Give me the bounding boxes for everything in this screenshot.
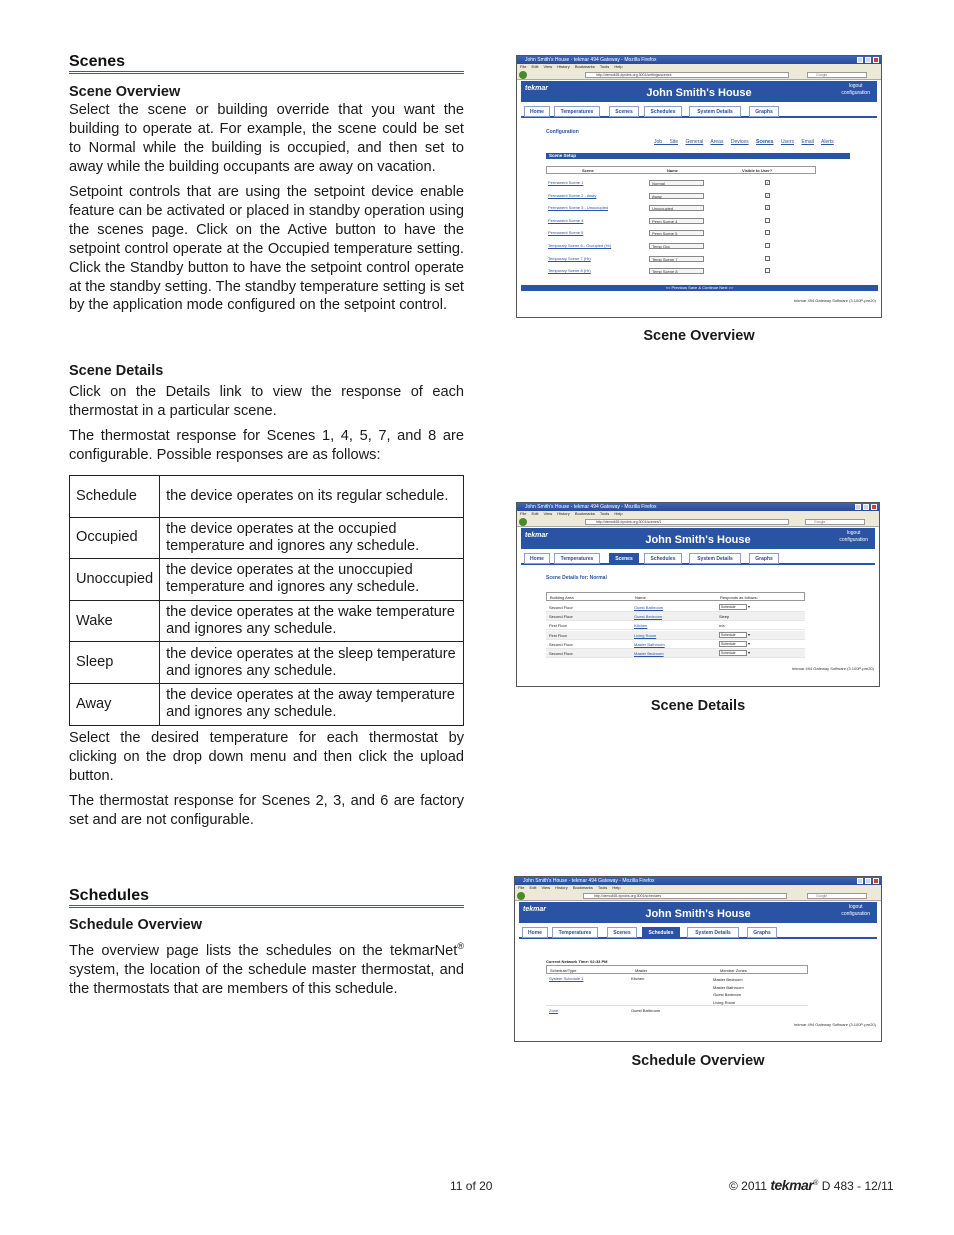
chevron-down-icon: ▾ xyxy=(748,640,751,646)
tab-temperatures[interactable]: Temperatures xyxy=(552,927,598,938)
schedule-link[interactable]: System Schedule 1 xyxy=(549,976,584,981)
tab-graphs[interactable]: Graphs xyxy=(747,927,777,938)
tab-graphs[interactable]: Graphs xyxy=(749,106,779,117)
browser-menu: File Edit View History Bookmarks Tools Help xyxy=(515,885,881,891)
response-text: n/a xyxy=(719,623,725,629)
back-arrow-icon[interactable] xyxy=(519,518,527,526)
chevron-down-icon: ▾ xyxy=(748,604,751,609)
device-link[interactable]: Guest Bathroom xyxy=(634,605,664,610)
scene-overview-screenshot xyxy=(516,55,882,318)
url-field[interactable]: http://demo465.dyndns.org:3001/settings/scenes xyxy=(585,72,789,78)
config-nav-devices[interactable]: Devices xyxy=(730,139,749,145)
config-nav-general[interactable]: General xyxy=(685,139,704,145)
maximize-icon[interactable] xyxy=(865,878,871,884)
response-row xyxy=(70,600,464,642)
nav-tabs xyxy=(521,104,877,118)
scene-details-screenshot xyxy=(516,502,880,687)
registered-mark: ® xyxy=(457,941,464,951)
house-title: John Smith's House xyxy=(646,87,752,99)
url-field[interactable]: http://demo465.dyndns.org:3001/scenes/1 xyxy=(585,519,789,525)
response-name: Schedule xyxy=(70,476,160,518)
scene-link[interactable]: Temporary Scene 7 (Hr) xyxy=(548,255,591,261)
scene-row xyxy=(546,254,816,265)
response-name: Wake xyxy=(70,600,160,642)
scene-overview-caption: Scene Overview xyxy=(643,328,755,344)
scene-row xyxy=(546,228,816,239)
scene-overview-paragraph-2: Setpoint controls that are using the setpoint device enable feature can be activated or placed in standby operation using the scenes page. Click on the Active button to have the setpoint control operate at the Occupied temperature setting. Click the Standby button to have the setpoint control operate at the standby setting. The standby temperature setting is set by the application mode configured on the setpoint control. xyxy=(69,184,464,314)
response-select[interactable]: Schedule xyxy=(719,632,747,638)
response-desc: the device operates at the away temperature and ignores any schedule. xyxy=(160,683,464,725)
tab-system-details[interactable]: System Details xyxy=(687,927,739,938)
tab-temperatures[interactable]: Temperatures xyxy=(554,106,600,117)
tab-schedules[interactable]: Schedules xyxy=(644,553,682,564)
device-link[interactable]: Guest Bedroom xyxy=(634,614,663,620)
scene-name-field[interactable]: Away xyxy=(649,193,704,199)
minimize-icon[interactable] xyxy=(855,504,861,510)
config-nav-users[interactable]: Users xyxy=(780,139,794,145)
scene-link[interactable]: Permanent Scene 3 - Unoccupied xyxy=(548,205,609,211)
building-area: Second Floor xyxy=(549,605,573,610)
col-building-area: Building Area xyxy=(550,595,574,600)
scene-overview-heading: Scene Overview xyxy=(69,84,181,100)
col-scene: Scene xyxy=(582,168,594,173)
schedules-rule xyxy=(69,905,464,908)
scenes-heading: Scenes xyxy=(69,53,126,70)
col-schedule-type: Schedule/Type xyxy=(550,968,577,973)
schedule-table xyxy=(546,959,808,1019)
scene-link[interactable]: Temporary Scene 6 - Occupied (Hr) xyxy=(548,243,612,248)
scene-row xyxy=(546,241,816,252)
response-name: Away xyxy=(70,683,160,725)
scene-nav-bar[interactable]: << Previous Save & Continue Next >> xyxy=(521,285,878,291)
response-name: Unoccupied xyxy=(70,559,160,601)
response-row xyxy=(70,642,464,684)
schedule-overview-heading: Schedule Overview xyxy=(69,917,202,933)
visible-checkbox[interactable] xyxy=(765,243,770,248)
detail-row xyxy=(546,631,805,640)
building-area: First Floor xyxy=(549,632,567,638)
minimize-icon[interactable] xyxy=(857,57,863,63)
gateway-footer: tekmar 494 Gateway Software (3.100P-pre20) xyxy=(794,1022,876,1027)
chevron-down-icon: ▾ xyxy=(748,650,751,655)
tekmar-logo: tekmar xyxy=(523,906,546,913)
detail-row xyxy=(546,612,805,621)
device-link[interactable]: Living Room xyxy=(634,632,657,638)
scene-link[interactable]: Permanent Scene 2 - Away xyxy=(548,192,597,198)
scene-name-field[interactable]: Temp Scene 8 xyxy=(649,268,704,274)
response-name: Sleep xyxy=(70,642,160,684)
scene-name-field[interactable]: Unoccupied xyxy=(649,205,704,211)
visible-checkbox[interactable] xyxy=(765,256,770,261)
configuration-link[interactable]: configuration xyxy=(841,911,870,917)
device-link[interactable]: Master Bathroom xyxy=(634,641,665,647)
col-member-zones: Member Zones xyxy=(720,968,747,973)
browser-menu: File Edit View History Bookmarks Tools Help xyxy=(517,64,881,70)
scene-name-field[interactable]: Perm Scene 4 xyxy=(649,218,704,224)
schedule-overview-paragraph xyxy=(69,937,464,999)
config-nav xyxy=(654,139,834,145)
response-row xyxy=(70,559,464,601)
device-link[interactable]: Kitchen xyxy=(634,623,648,629)
scene-link[interactable]: Permanent Scene 1 xyxy=(548,180,584,185)
col-name: Name xyxy=(667,168,678,173)
configuration-link[interactable]: configuration xyxy=(841,90,870,96)
visible-checkbox[interactable] xyxy=(765,218,770,223)
scene-setup-table xyxy=(546,166,816,276)
tab-schedules[interactable]: Schedules xyxy=(644,106,682,117)
scene-details-paragraph-4: The thermostat response for Scenes 2, 3, and 6 are factory set and are not configurable. xyxy=(69,793,464,828)
browser-title-bar: John Smith's House - tekmar 494 Gateway - Mozilla Firefox xyxy=(517,56,881,64)
building-area: Second Floor xyxy=(549,614,573,620)
visible-checkbox[interactable] xyxy=(765,230,770,235)
scene-row xyxy=(546,203,816,214)
schedule-overview-screenshot xyxy=(514,876,882,1042)
response-row xyxy=(70,517,464,559)
search-input[interactable]: Google xyxy=(807,893,867,899)
tab-schedules[interactable]: Schedules xyxy=(642,927,680,938)
logout-link[interactable]: logout xyxy=(848,904,863,910)
detail-row xyxy=(546,649,805,658)
tab-home[interactable]: Home xyxy=(524,553,550,564)
response-row xyxy=(70,683,464,725)
tab-scenes[interactable]: Scenes xyxy=(609,553,639,564)
visible-checkbox[interactable]: ✓ xyxy=(766,180,770,185)
detail-row xyxy=(546,640,805,649)
tekmar-brand: tekmar xyxy=(770,1177,814,1193)
scene-row xyxy=(546,266,816,277)
logout-link[interactable]: logout xyxy=(848,83,863,89)
col-name: Name xyxy=(635,595,646,600)
scene-details-caption: Scene Details xyxy=(650,698,746,714)
configuration-label: Configuration xyxy=(546,129,579,135)
scene-link[interactable]: Permanent Scene 4 xyxy=(548,217,584,223)
response-desc: the device operates at the unoccupied temperature and ignores any schedule. xyxy=(160,559,464,601)
zone-link[interactable]: Zone xyxy=(549,1008,559,1013)
response-text: Sleep xyxy=(719,614,730,620)
schedule-overview-text-b: system, the location of the schedule master thermostat, and the thermostats that are members of this schedule. xyxy=(69,961,464,997)
site-header xyxy=(521,528,875,549)
building-area: First Floor xyxy=(549,623,567,629)
scene-row xyxy=(546,178,816,189)
house-title: John Smith's House xyxy=(645,534,751,546)
browser-title-bar: John Smith's House - tekmar 494 Gateway - Mozilla Firefox xyxy=(517,503,879,511)
detail-row xyxy=(546,621,805,630)
member-zones: Master Bedroom Master Bathroom Guest Bedroom Living Room xyxy=(713,977,744,1005)
configuration-link[interactable]: configuration xyxy=(839,537,868,543)
tab-graphs[interactable]: Graphs xyxy=(749,553,779,564)
col-master: Master xyxy=(635,968,648,973)
search-input[interactable]: Google xyxy=(807,72,867,78)
response-select[interactable]: Schedule xyxy=(719,650,747,656)
url-field[interactable]: http://demo465.dyndns.org:3001/schedules xyxy=(583,893,787,899)
scene-details-title: Scene Details for: Normal xyxy=(546,575,607,581)
scene-details-paragraph-2: The thermostat response for Scenes 1, 4, 5, 7, and 8 are configurable. Possible responses are as follows: xyxy=(69,428,464,463)
page-number: 11 of 20 xyxy=(450,1179,493,1193)
response-table xyxy=(69,475,464,726)
browser-toolbar xyxy=(515,891,881,901)
search-input[interactable]: Google xyxy=(805,519,865,525)
document-number: D 483 - 12/11 xyxy=(821,1179,894,1193)
network-time: Current Network Time: 02:33 PM xyxy=(546,959,608,964)
tekmar-logo: tekmar xyxy=(525,85,548,92)
house-title: John Smith's House xyxy=(645,908,751,920)
scene-details-table xyxy=(546,592,805,662)
scene-name-field[interactable]: Temp Occ xyxy=(649,243,704,249)
response-select[interactable]: Schedule xyxy=(719,604,747,610)
site-header xyxy=(521,81,877,102)
browser-toolbar xyxy=(517,517,879,527)
maximize-icon[interactable] xyxy=(865,57,871,63)
building-area: Second Floor xyxy=(549,651,573,656)
tab-scenes[interactable]: Scenes xyxy=(607,927,637,938)
scene-details-paragraph-3: Select the desired temperature for each thermostat by clicking on the drop down menu and then click the upload button. xyxy=(69,730,464,784)
close-icon[interactable] xyxy=(871,504,877,510)
zone-master: Guest Bathroom xyxy=(631,1008,661,1013)
scene-row xyxy=(546,216,816,227)
scene-name-field[interactable]: Perm Scene 5 xyxy=(649,230,704,236)
response-row xyxy=(70,476,464,518)
scenes-rule xyxy=(69,71,464,74)
visible-checkbox[interactable]: ✓ xyxy=(766,192,770,198)
gateway-footer: tekmar 494 Gateway Software (3.100P-pre20) xyxy=(794,298,876,303)
config-nav-scenes[interactable]: Scenes xyxy=(756,139,774,145)
config-nav-email[interactable]: Email xyxy=(801,139,814,145)
response-select[interactable]: Schedule xyxy=(719,641,747,647)
back-arrow-icon[interactable] xyxy=(517,892,525,900)
schedule-overview-caption: Schedule Overview xyxy=(631,1053,765,1069)
col-visible: Visible to User? xyxy=(742,168,773,173)
building-area: Second Floor xyxy=(549,641,573,647)
response-desc: the device operates at the occupied temperature and ignores any schedule. xyxy=(160,517,464,559)
nav-tabs xyxy=(519,925,877,939)
scene-link[interactable]: Permanent Scene 5 xyxy=(548,230,584,236)
gateway-footer: tekmar 494 Gateway Software (3.100P-pre20) xyxy=(792,666,874,671)
browser-menu: File Edit View History Bookmarks Tools Help xyxy=(517,511,879,517)
response-desc: the device operates on its regular schedule. xyxy=(160,476,464,518)
schedule-master: Kitchen xyxy=(631,976,645,981)
browser-title-bar: John Smith's House - tekmar 494 Gateway - Mozilla Firefox xyxy=(515,877,881,885)
browser-toolbar xyxy=(517,70,881,80)
tab-temperatures[interactable]: Temperatures xyxy=(554,553,600,564)
scene-name-field[interactable]: Normal xyxy=(649,180,704,186)
config-nav-alerts[interactable]: Alerts xyxy=(821,139,834,145)
tab-home[interactable]: Home xyxy=(524,106,550,117)
site-header xyxy=(519,902,877,923)
visible-checkbox[interactable] xyxy=(765,268,770,273)
response-desc: the device operates at the sleep temperature and ignores any schedule. xyxy=(160,642,464,684)
logout-link[interactable]: logout xyxy=(846,530,861,536)
copyright: © 2011 tekmar® D 483 - 12/11 xyxy=(729,1177,894,1193)
tab-scenes[interactable]: Scenes xyxy=(609,106,639,117)
visible-checkbox[interactable]: ✓ xyxy=(766,205,770,211)
scene-details-paragraph-1: Click on the Details link to view the response of each thermostat in a particular scene. xyxy=(69,384,464,419)
schedules-heading: Schedules xyxy=(69,887,150,904)
config-nav-areas[interactable]: Areas xyxy=(710,139,724,145)
close-icon[interactable] xyxy=(873,57,879,63)
tab-home[interactable]: Home xyxy=(522,927,548,938)
minimize-icon[interactable] xyxy=(857,878,863,884)
chevron-down-icon: ▾ xyxy=(748,631,751,637)
scene-link[interactable]: Temporary Scene 8 (Hr) xyxy=(548,268,591,274)
tab-system-details[interactable]: System Details xyxy=(689,106,741,117)
config-nav-job-site[interactable]: Job Site xyxy=(654,139,679,145)
scene-name-field[interactable]: Temp Scene 7 xyxy=(649,256,704,262)
col-responds: Responds as follows: xyxy=(720,595,758,600)
scene-row xyxy=(546,191,816,202)
tekmar-logo: tekmar xyxy=(525,532,548,539)
tab-system-details[interactable]: System Details xyxy=(689,553,741,564)
scene-details-heading: Scene Details xyxy=(69,363,164,379)
scene-setup-bar: Scene Setup xyxy=(546,153,850,159)
close-icon[interactable] xyxy=(873,878,879,884)
back-arrow-icon[interactable] xyxy=(519,71,527,79)
maximize-icon[interactable] xyxy=(863,504,869,510)
schedule-overview-text-a: The overview page lists the schedules on the tekmarNet xyxy=(69,942,458,959)
device-link[interactable]: Master Bedroom xyxy=(634,651,664,656)
response-name: Occupied xyxy=(70,517,160,559)
nav-tabs xyxy=(521,551,875,565)
response-desc: the device operates at the wake temperature and ignores any schedule. xyxy=(160,600,464,642)
scene-overview-paragraph-1: Select the scene or building override that you want the building to operate at. For example, the scene could be set to Normal while the building is occupied, and then set to away while the building occupants are away on vacation. xyxy=(69,102,464,175)
detail-row xyxy=(546,603,805,612)
